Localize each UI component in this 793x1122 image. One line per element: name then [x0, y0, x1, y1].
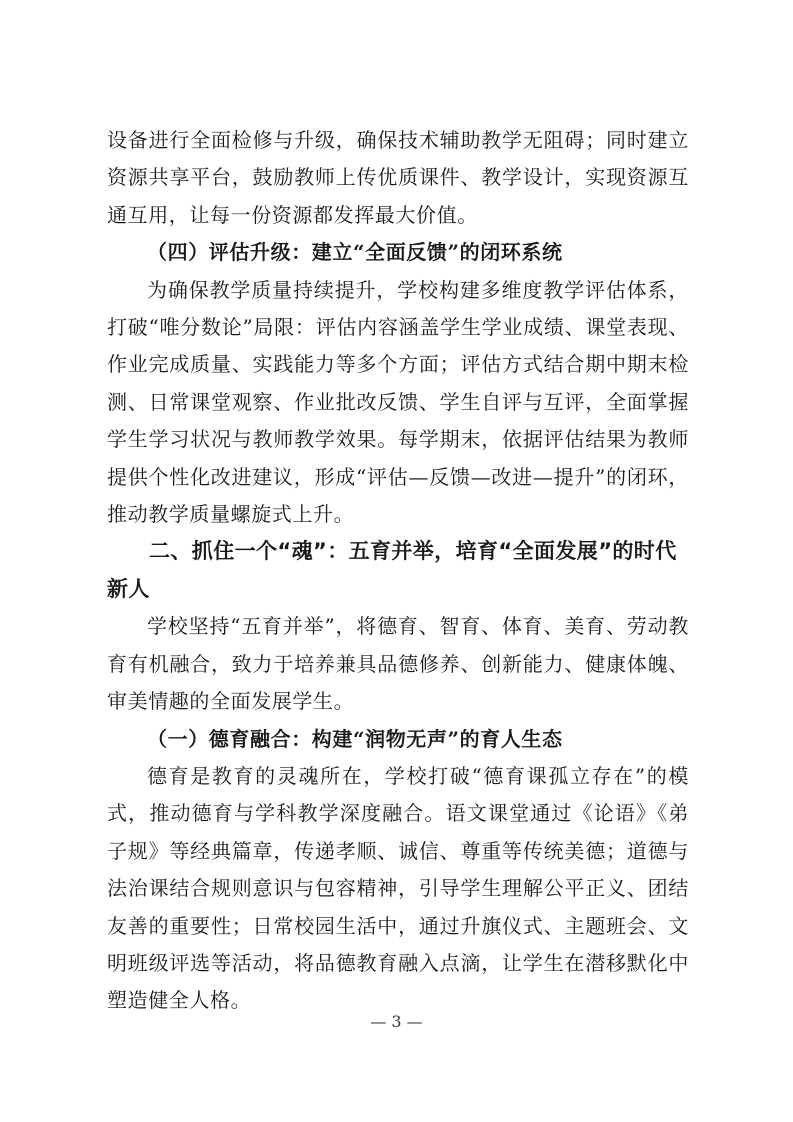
- subheading-moral-education: （一）德育融合：构建“润物无声”的育人生态: [147, 726, 563, 751]
- section-heading-five-education: 二、抓住一个“魂”：五育并举，培育“全面发展”的时代新人: [107, 539, 677, 601]
- document-body: [107, 122, 689, 1020]
- paragraph-evaluation: 为确保教学质量持续提升，学校构建多维度教学评估体系，打破“唯分数论”局限：评估内容涵盖学生学业成绩、课堂表现、作业完成质量、实践能力等多个方面；评估方式结合期中期末检测、日常课堂观察、作业批改反馈、学生自评与互评，全面掌握学生学习状况与教师教学效果。每学期末，依据评估结果为教师提供个性化改进建议，形成“评估—反馈—改进—提升”的闭环，推动教学质量螺旋式上升。: [107, 277, 689, 527]
- page-number: — 3 —: [370, 1012, 423, 1031]
- paragraph-five-education: 学校坚持“五育并举”，将德育、智育、体育、美育、劳动教育有机融合，致力于培养兼具品德修养、创新能力、健康体魄、审美情趣的全面发展学生。: [107, 614, 689, 714]
- paragraph-continued: 设备进行全面检修与升级，确保技术辅助教学无阻碍；同时建立资源共享平台，鼓励教师上传优质课件、教学设计，实现资源互通互用，让每一份资源都发挥最大价值。: [107, 128, 689, 227]
- subheading-evaluation: （四）评估升级：建立“全面反馈”的闭环系统: [147, 240, 563, 265]
- paragraph-moral-education: 德育是教育的灵魂所在，学校打破“德育课孤立存在”的模式，推动德育与学科教学深度融合。语文课堂通过《论语》《弟子规》等经典篇章，传递孝顺、诚信、尊重等传统美德；道德与法治课结合规则意识与包容精神，引导学生理解公平正义、团结友善的重要性；日常校园生活中，通过升旗仪式、主题班会、文明班级评选等活动，将品德教育融入点滴，让学生在潜移默化中塑造健全人格。: [107, 763, 689, 1013]
